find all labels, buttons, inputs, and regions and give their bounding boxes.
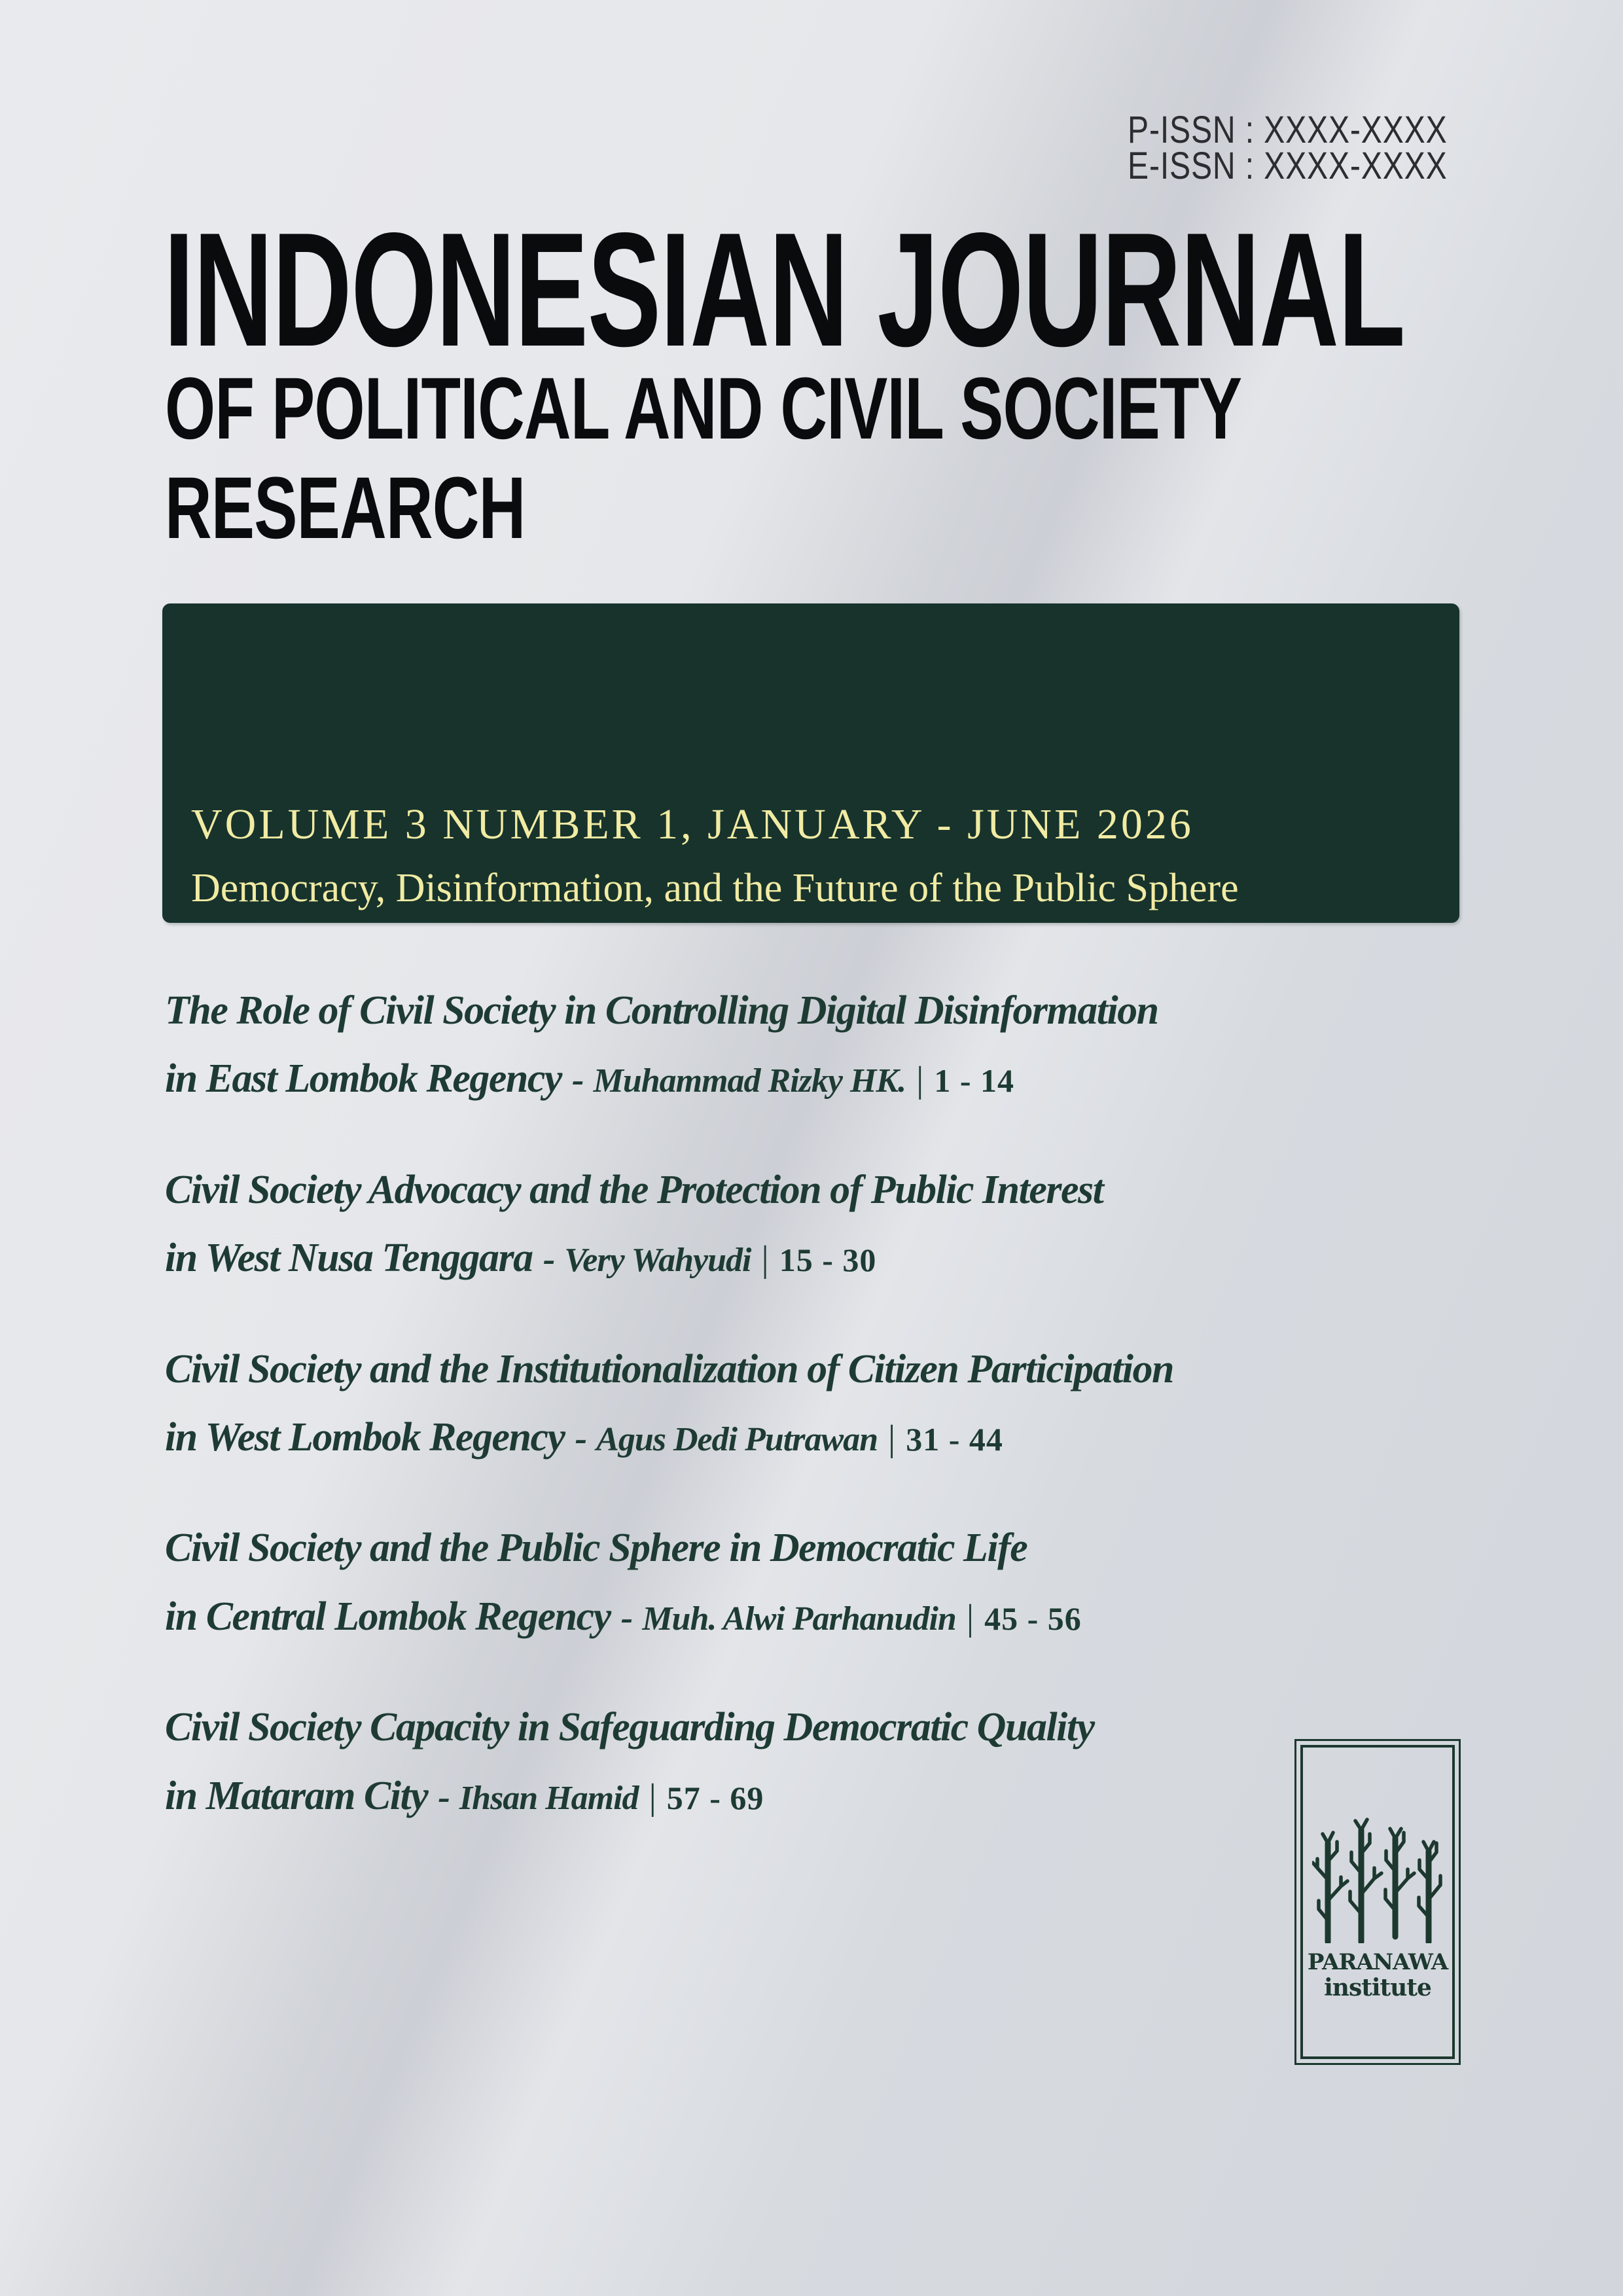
journal-title-line-2: OF POLITICAL AND CIVIL SOCIETY: [165, 360, 1242, 457]
toc-entry: [165, 1166, 1408, 1283]
article-author: Muh. Alwi Parhanudin: [642, 1600, 956, 1638]
article-title-line-2: [165, 1772, 1408, 1820]
title-author-dash: -: [543, 1239, 556, 1280]
journal-title-line-1: INDONESIAN JOURNAL: [164, 198, 1405, 380]
trees-icon: [1312, 1803, 1443, 1943]
article-pages: 1 - 14: [934, 1062, 1015, 1100]
volume-number-text: VOLUME 3 NUMBER 1, JANUARY - JUNE 2026: [191, 800, 1194, 848]
issue-theme-text: Democracy, Disinformation, and the Future of the Public Sphere: [191, 866, 1239, 910]
article-author: Agus Dedi Putrawan: [596, 1420, 878, 1458]
toc-entry: [165, 1703, 1408, 1820]
author-pages-separator: |: [966, 1597, 974, 1638]
title-author-dash: -: [438, 1776, 450, 1818]
article-title-continuation: in Central Lombok Regency: [165, 1594, 611, 1639]
article-author: Muhammad Rizky HK.: [593, 1062, 906, 1100]
author-pages-separator: |: [916, 1060, 924, 1101]
article-title-continuation: in West Lombok Regency: [165, 1414, 565, 1460]
article-pages: 31 - 44: [906, 1420, 1003, 1458]
toc-entry: [165, 1345, 1408, 1462]
article-title-line-1: Civil Society and the Public Sphere in Democratic Life: [165, 1526, 1027, 1571]
article-title-continuation: in East Lombok Regency: [165, 1056, 562, 1102]
title-author-dash: -: [620, 1597, 633, 1638]
article-pages: 57 - 69: [666, 1779, 764, 1816]
publisher-logo-box: [1294, 1739, 1461, 2065]
article-title-line-2: [165, 1592, 1408, 1641]
author-pages-separator: |: [649, 1776, 656, 1818]
issn-block: [1128, 109, 1448, 187]
journal-title-line-3: RESEARCH: [165, 459, 526, 557]
p-issn-line: P-ISSN : XXXX-XXXX: [1128, 109, 1448, 151]
article-title-line-1: Civil Society Capacity in Safeguarding Democratic Quality: [165, 1705, 1094, 1750]
toc-entry: [165, 1524, 1408, 1641]
article-title-line-2: [165, 1413, 1408, 1462]
article-title-line-1: Civil Society and the Institutionalization of Citizen Participation: [165, 1346, 1174, 1391]
toc-entry: [165, 986, 1408, 1103]
article-title-continuation: in West Nusa Tenggara: [165, 1236, 533, 1281]
article-title-line-1: The Role of Civil Society in Controlling Digital Disinformation: [165, 988, 1158, 1033]
article-pages: 15 - 30: [779, 1242, 877, 1279]
article-author: Ihsan Hamid: [459, 1779, 639, 1817]
article-title-line-2: [165, 1234, 1408, 1282]
article-title-line-2: [165, 1054, 1408, 1103]
author-pages-separator: |: [888, 1418, 896, 1459]
article-pages: 45 - 56: [984, 1600, 1082, 1637]
publisher-name: PARANAWA: [1307, 1949, 1448, 1975]
article-author: Very Wahyudi: [564, 1242, 751, 1280]
e-issn-line: E-ISSN : XXXX-XXXX: [1128, 144, 1448, 187]
volume-banner: [162, 603, 1459, 923]
title-author-dash: -: [575, 1418, 588, 1459]
title-author-dash: -: [571, 1060, 584, 1101]
article-title-continuation: in Mataram City: [165, 1773, 428, 1818]
publisher-subname: institute: [1324, 1974, 1431, 2001]
publisher-logo-inner-frame: [1300, 1745, 1455, 2059]
table-of-contents: [165, 986, 1408, 1882]
article-title-line-1: Civil Society Advocacy and the Protection of Public Interest: [165, 1167, 1103, 1212]
author-pages-separator: |: [761, 1239, 769, 1280]
